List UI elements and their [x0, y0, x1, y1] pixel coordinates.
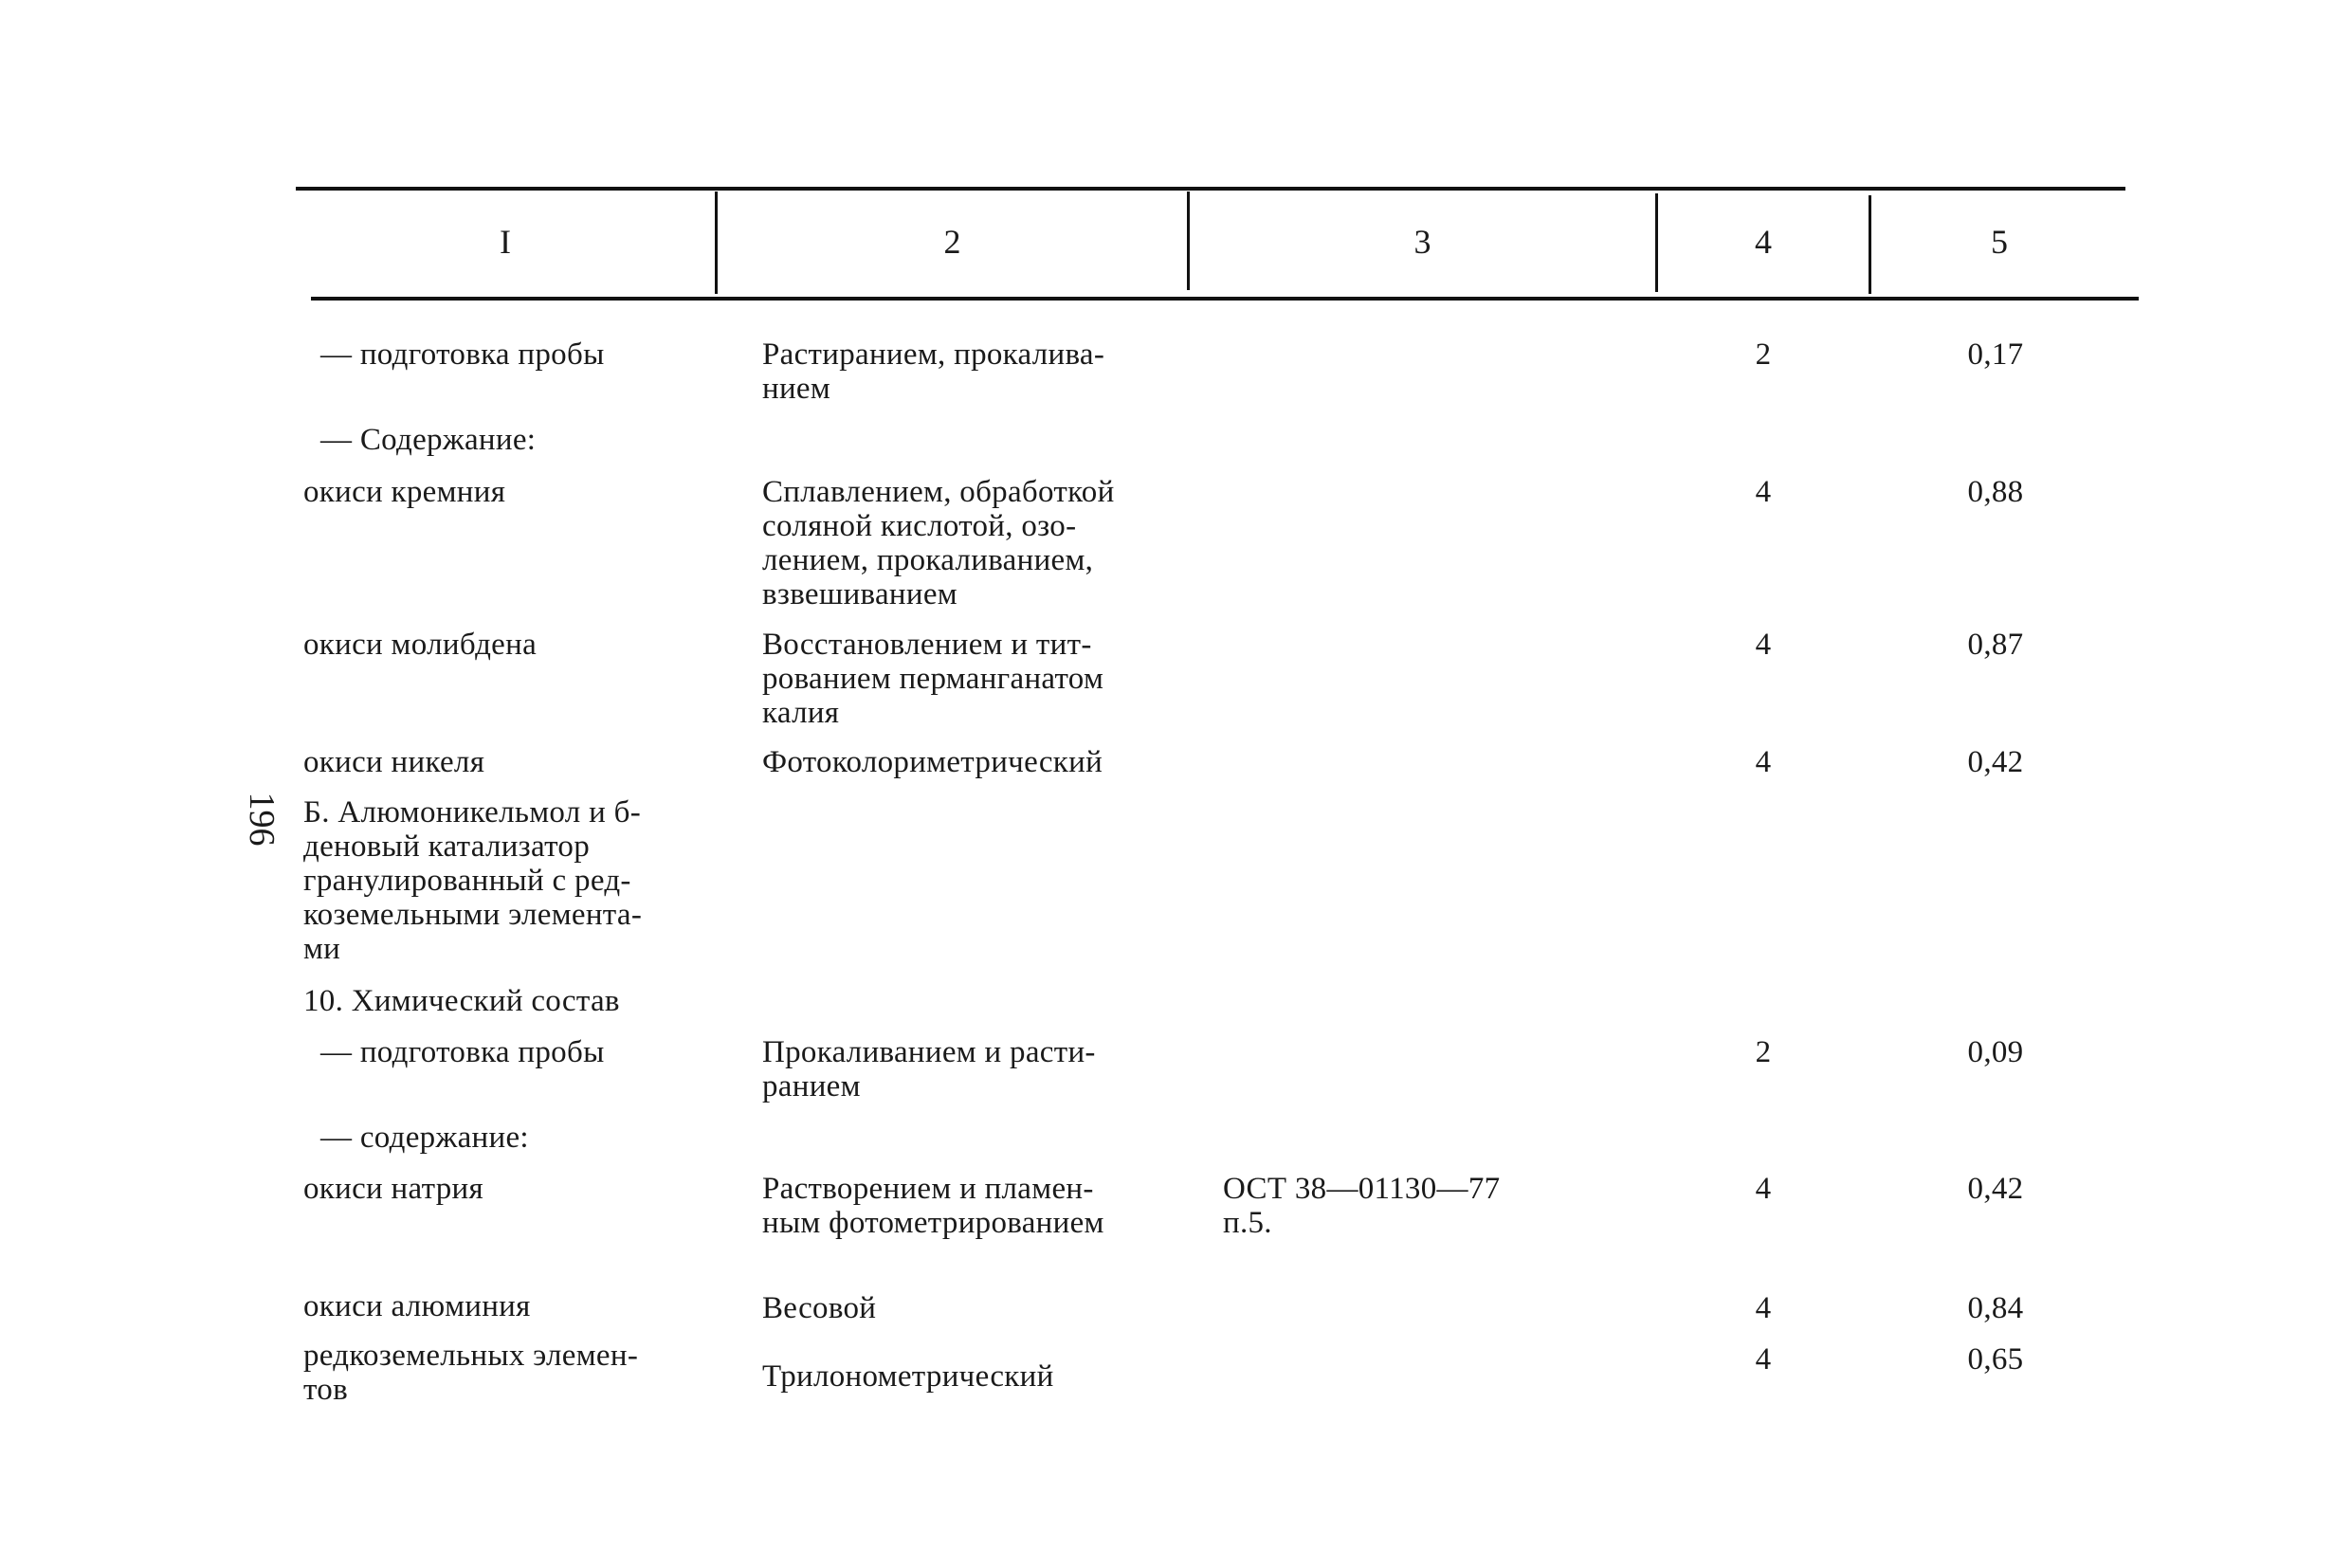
row-label: редкоземельных элемен- тов	[303, 1339, 639, 1407]
row-col5-value: 0,42	[1967, 1172, 2024, 1206]
row-col4-value: 2	[1755, 337, 1772, 372]
row-label: — Содержание:	[320, 423, 537, 457]
header-bottom-rule	[311, 297, 2139, 301]
row-label: окиси натрия	[303, 1172, 483, 1206]
header-col-1: I	[500, 223, 511, 261]
row-label: — подготовка пробы	[320, 337, 605, 372]
row-col4-value: 4	[1755, 1291, 1772, 1325]
header-col-5: 5	[1991, 223, 2008, 261]
row-col4-value: 4	[1755, 745, 1772, 779]
row-method: Сплавлением, обработкой соляной кислотой, озо- лением, прокаливанием, взвешиванием	[762, 475, 1115, 611]
row-col4-value: 4	[1755, 628, 1772, 662]
row-col4-value: 4	[1755, 1342, 1772, 1377]
row-label: окиси молибдена	[303, 628, 538, 662]
row-label: — содержание:	[320, 1121, 529, 1155]
row-label: 10. Химический состав	[303, 984, 620, 1018]
row-col5-value: 0,42	[1967, 745, 2024, 779]
row-method: Трилонометрический	[762, 1359, 1054, 1394]
row-standard-ref: ОСТ 38—01130—77 п.5.	[1223, 1172, 1501, 1240]
row-label: окиси кремния	[303, 475, 506, 509]
row-col4-value: 4	[1755, 1172, 1772, 1206]
row-method: Растворением и пламен- ным фотометрированием	[762, 1172, 1104, 1240]
row-col5-value: 0,17	[1967, 337, 2024, 372]
row-col5-value: 0,09	[1967, 1035, 2024, 1069]
row-method: Весовой	[762, 1291, 877, 1325]
section-heading: Б. Алюмоникельмол и б- деновый катализатор гранулированный с ред- коземельными элемента- ми	[303, 795, 643, 966]
row-col5-value: 0,87	[1967, 628, 2024, 662]
row-label: — подготовка пробы	[320, 1035, 605, 1069]
row-col4-value: 2	[1755, 1035, 1772, 1069]
header-col-3: 3	[1413, 223, 1431, 261]
row-label: окиси алюминия	[303, 1289, 531, 1323]
row-col5-value: 0,88	[1967, 475, 2024, 509]
row-col5-value: 0,84	[1967, 1291, 2024, 1325]
row-method: Растиранием, прокалива- нием	[762, 337, 1105, 406]
row-method: Прокаливанием и расти- ранием	[762, 1035, 1096, 1103]
row-col4-value: 4	[1755, 475, 1772, 509]
row-method: Восстановлением и тит- рованием перманганатом калия	[762, 628, 1104, 730]
row-method: Фотоколориметрический	[762, 745, 1103, 779]
header-col-4: 4	[1755, 223, 1772, 261]
row-col5-value: 0,65	[1967, 1342, 2024, 1377]
header-col-2: 2	[943, 223, 961, 261]
row-label: окиси никеля	[303, 745, 485, 779]
page-number: 196	[242, 792, 282, 847]
